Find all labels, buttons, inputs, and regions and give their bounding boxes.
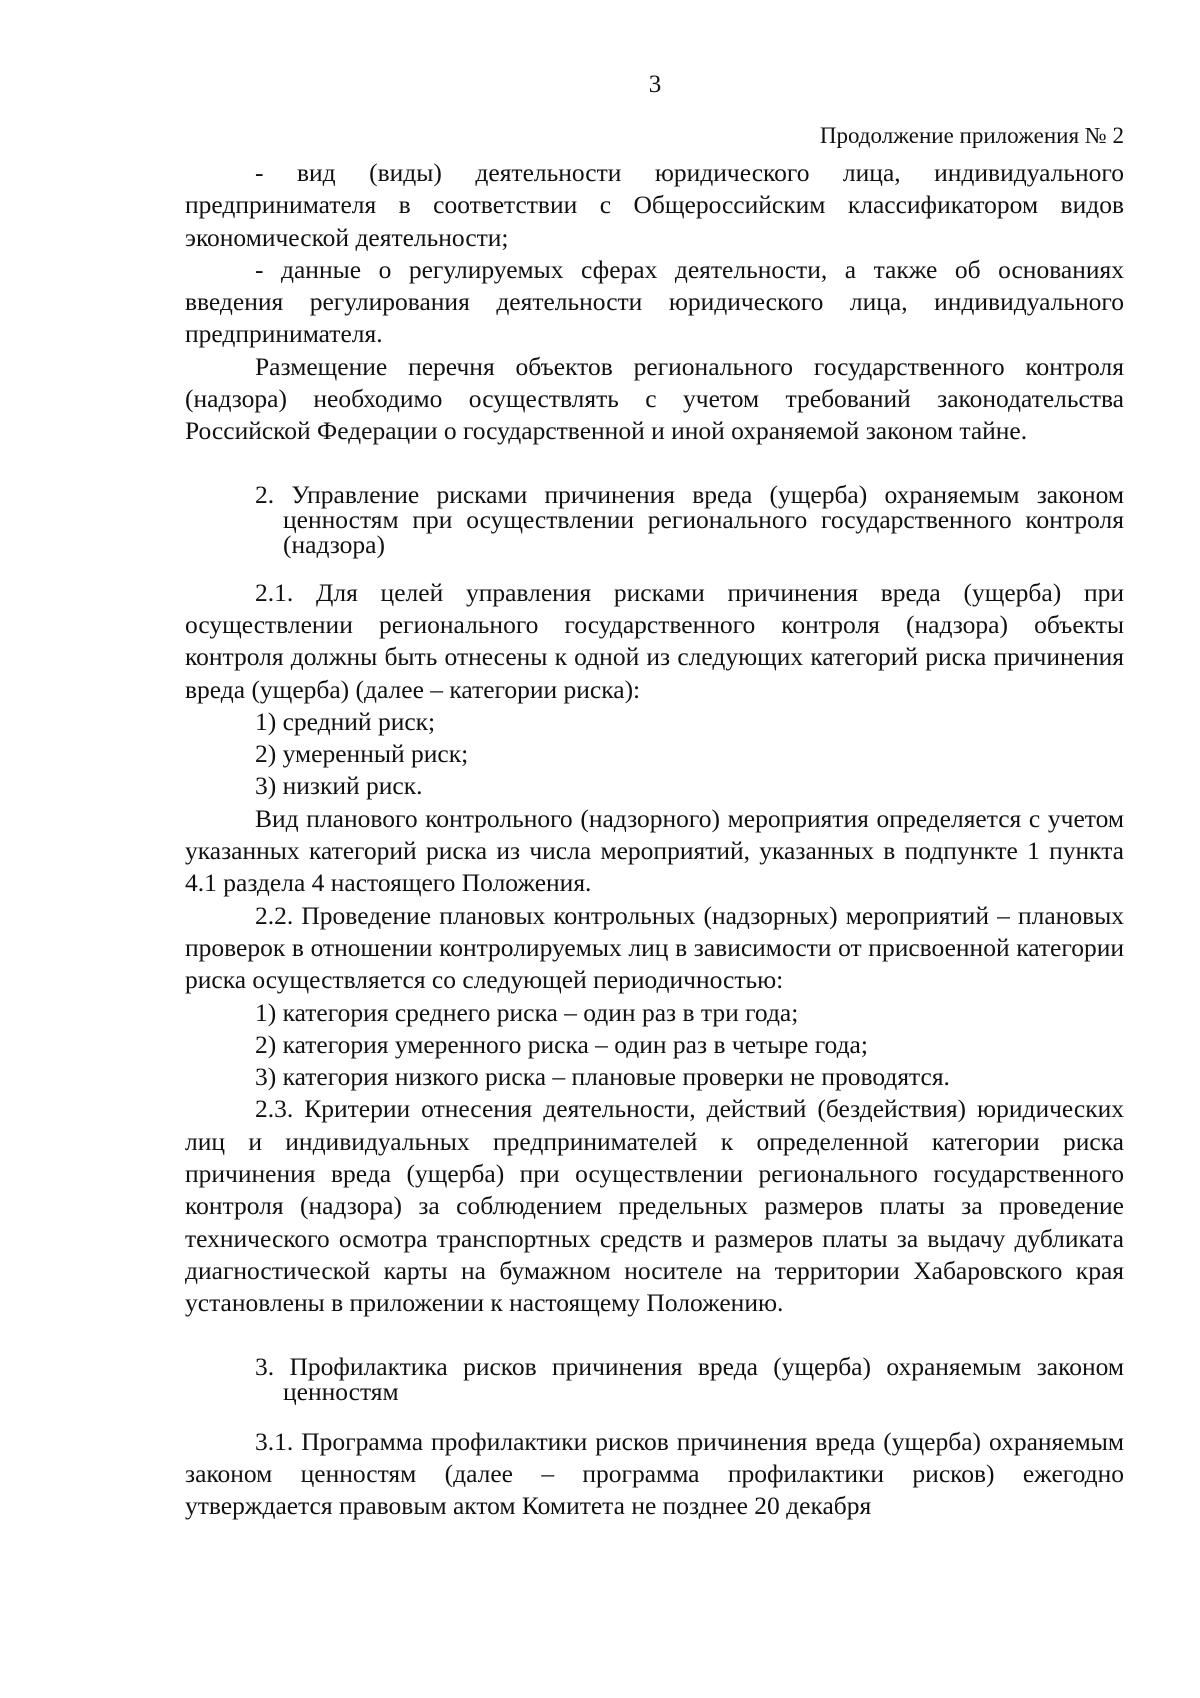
paragraph: - данные о регулируемых сферах деятельности, а также об основаниях введения регулирования деятельности юридического лица, индивидуального предпринимателя. — [185, 254, 1124, 349]
paragraph: 2.1. Для целей управления рисками причинения вреда (ущерба) при осуществлении регионального государственного контроля (надзора) объекты контроля должны быть отнесены к одной из следующих категорий риска причинения вреда (ущерба) (далее – категории риска): — [185, 577, 1124, 704]
paragraph: - вид (виды) деятельности юридического лица, индивидуального предпринимателя в соответствии с Общероссийским классификатором видов экономической деятельности; — [185, 158, 1124, 252]
list-item: 1) категория среднего риска – один раз в три года; — [255, 997, 799, 1027]
page-number: 3 — [648, 71, 662, 98]
paragraph: 3.1. Программа профилактики рисков причинения вреда (ущерба) охраняемым законом ценностям (далее – программа профилактики рисков) ежегодно утверждается правовым актом Комитета не позднее 20 декабря — [185, 1426, 1124, 1521]
list-item: 3) низкий риск. — [255, 771, 423, 801]
paragraph: 2.2. Проведение плановых контрольных (надзорных) мероприятий – плановых проверок в отношении контролируемых лиц в зависимости от присвоенной категории риска осуществляется со следующей периодичностью: — [185, 900, 1124, 995]
paragraph: Размещение перечня объектов регионального государственного контроля (надзора) необходимо осуществлять с учетом требований законодательства Российской Федерации о государственной и иной охраняемой законом тайне. — [185, 351, 1124, 446]
list-item: 2) категория умеренного риска – один раз в четыре года; — [255, 1029, 868, 1059]
list-item: 2) умеренный риск; — [255, 739, 469, 769]
appendix-continuation-label: Продолжение приложения № 2 — [819, 123, 1124, 148]
paragraph: 2.3. Критерии отнесения деятельности, действий (бездействия) юридических лиц и индивидуальных предпринимателей к определенной категории риска причинения вреда (ущерба) при осуществлении регионального государственного контроля (надзора) за соблюдением предельных размеров платы за проведение технического осмотра транспортных средств и размеров платы за выдачу дубликата диагностической карты на бумажном носителе на территории Хабаровского края установлены в приложении к настоящему Положению. — [185, 1094, 1124, 1318]
section-3-heading — [185, 1351, 1124, 1406]
list-item: 3) категория низкого риска – плановые проверки не проводятся. — [255, 1062, 950, 1092]
section-heading-text: 2. Управление рисками причинения вреда (ущерба) охраняемым законом ценностям при осуществлении регионального государственного контроля (надзора) — [255, 479, 1124, 559]
paragraph: Вид планового контрольного (надзорного) мероприятия определяется с учетом указанных категорий риска из числа мероприятий, указанных в подпункте 1 пункта 4.1 раздела 4 настоящего Положения. — [185, 803, 1124, 898]
section-2-heading — [185, 479, 1124, 559]
section-heading-text: 3. Профилактика рисков причинения вреда (ущерба) охраняемым законом ценностям — [255, 1351, 1124, 1406]
list-item: 1) средний риск; — [255, 706, 436, 736]
document-body — [185, 157, 1124, 1522]
